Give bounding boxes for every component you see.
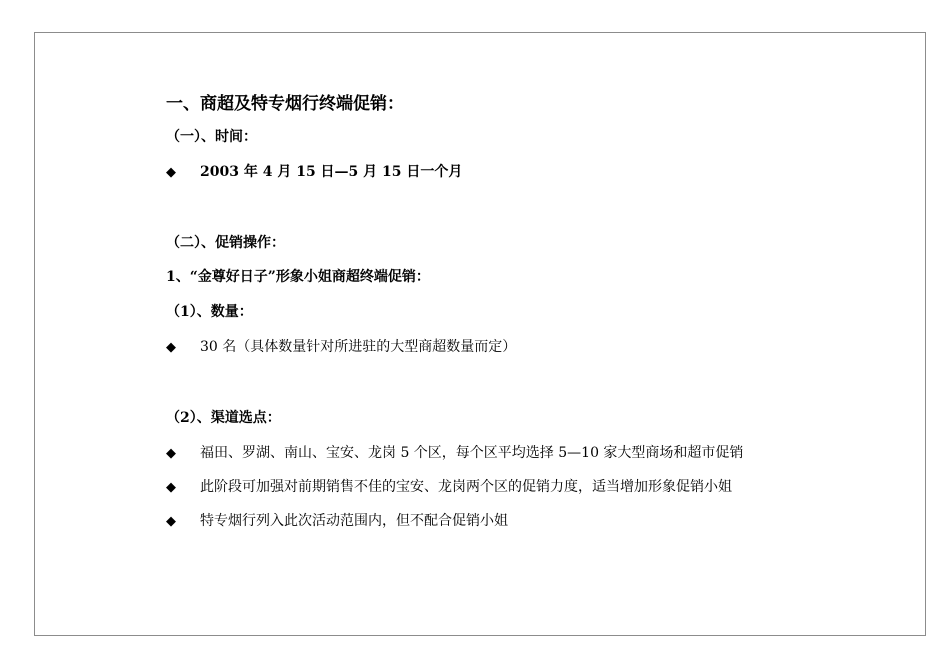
channel-bullet-text: 福田、罗湖、南山、宝安、龙岗 5 个区，每个区平均选择 5—10 家大型商场和超市促销 (200, 445, 744, 461)
channel-bullet-row (166, 510, 508, 530)
section-operation-label: （二）、促销操作： (166, 235, 285, 251)
diamond-bullet-icon: ◆ (166, 446, 176, 461)
channel-bullet-row (166, 442, 743, 462)
time-bullet-row (166, 161, 462, 181)
diamond-bullet-icon: ◆ (166, 165, 176, 180)
heading-promotion: 一、商超及特专烟行终端促销： (166, 94, 404, 114)
diamond-bullet-icon: ◆ (166, 514, 176, 529)
section-time-label: （一）、时间： (166, 129, 257, 145)
document-page (34, 32, 926, 636)
quantity-bullet-row (166, 336, 516, 356)
channel-bullet-text: 特专烟行列入此次活动范围内，但不配合促销小姐 (200, 513, 508, 529)
sub-channel-label: （2）、渠道选点： (166, 410, 281, 426)
diamond-bullet-icon: ◆ (166, 480, 176, 495)
time-bullet-text: 2003 年 4 月 15 日—5 月 15 日一个月 (200, 164, 463, 180)
diamond-bullet-icon: ◆ (166, 340, 176, 355)
quantity-bullet-text: 30 名（具体数量针对所进驻的大型商超数量而定） (200, 339, 517, 355)
sub-quantity-label: （1）、数量： (166, 304, 253, 320)
channel-bullet-row (166, 476, 732, 496)
channel-bullet-text: 此阶段可加强对前期销售不佳的宝安、龙岗两个区的促销力度，适当增加形象促销小姐 (200, 479, 732, 495)
item-image-girl-label: 1、“金尊好日子”形象小姐商超终端促销： (166, 269, 430, 285)
